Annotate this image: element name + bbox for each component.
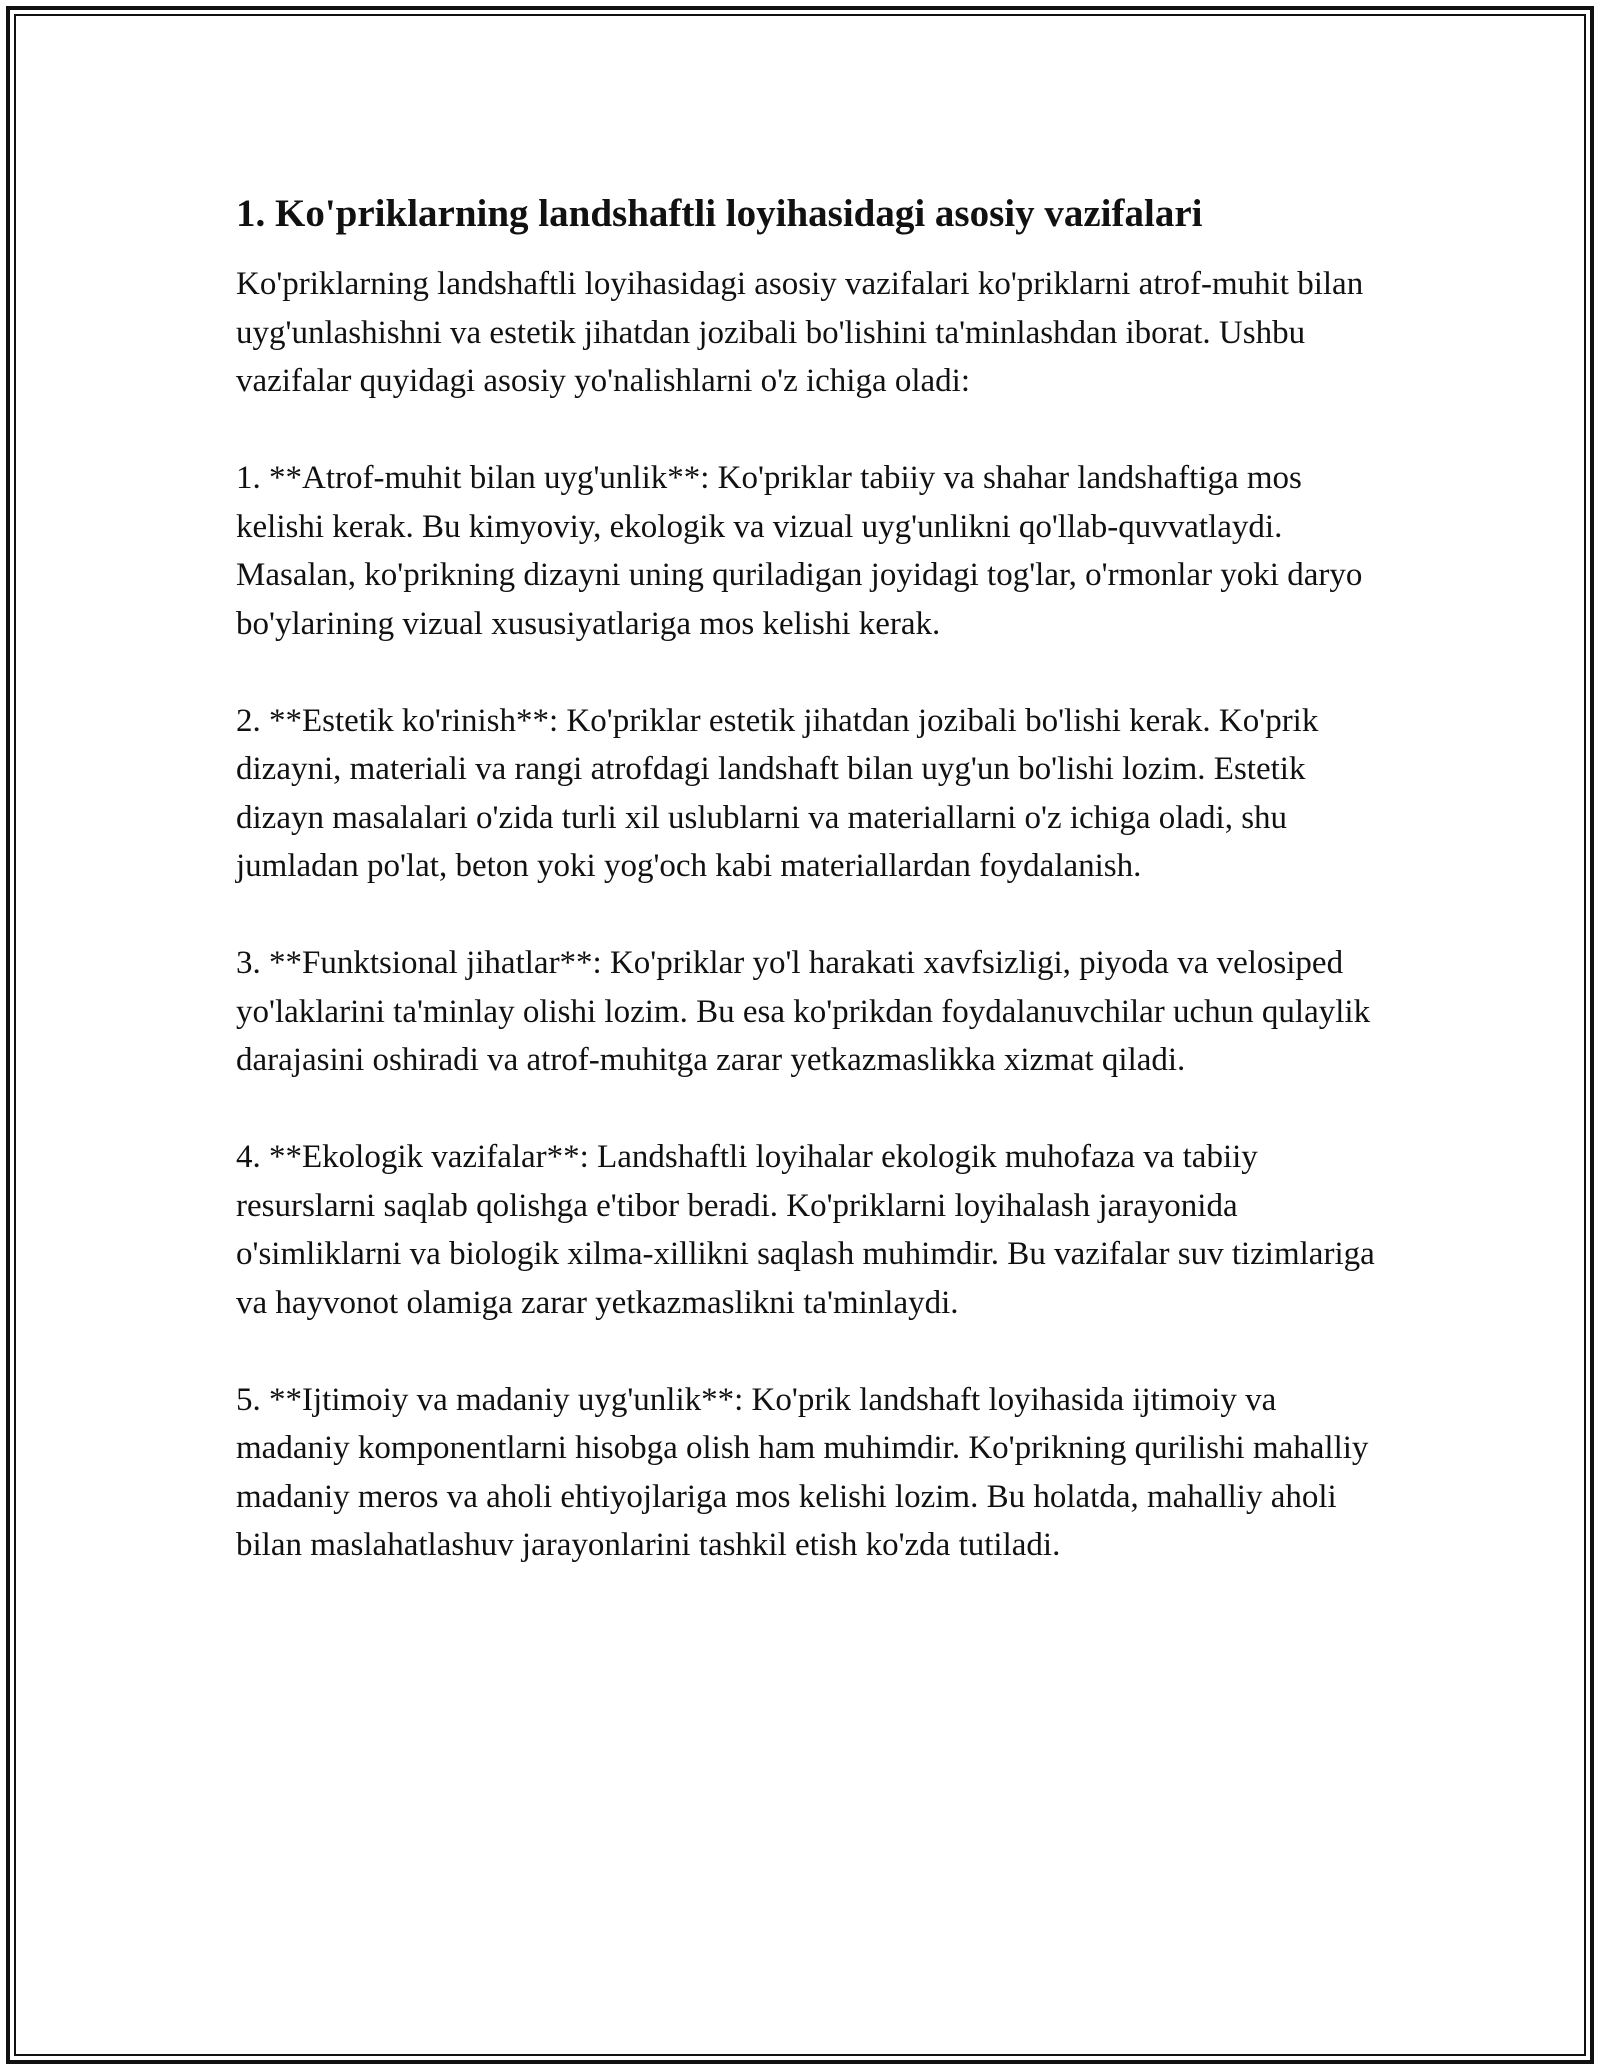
list-item-5-paragraph: 5. **Ijtimoiy va madaniy uyg'unlik**: Ko'prik landshaft loyihasida ijtimoiy va madaniy komponentlarni hisobga olish ham muhimdir. Ko'prikning qurilishi mahalliy madaniy meros va aholi ehtiyojlariga mos kelishi lozim. Bu holatda, mahalliy aholi bilan maslahatlashuv jarayonlarini tashkil etish ko'zda tutiladi. [236,1381,1369,1563]
document-body [236,188,1376,1618]
list-item-4-paragraph: 4. **Ekologik vazifalar**: Landshaftli loyihalar ekologik muhofaza va tabiiy resurslarni saqlab qolishga e'tibor beradi. Ko'priklarni loyihalash jarayonida o'simliklarni va biologik xilma-xillikni saqlash muhimdir. Bu vazifalar suv tizimlariga va hayvonot olamiga zarar yetkazmaslikni ta'minlaydi. [236,1139,1375,1321]
intro-paragraph: Ko'priklarning landshaftli loyihasidagi asosiy vazifalari ko'priklarni atrof-muhit bilan uyg'unlashishni va estetik jihatdan jozibali bo'lishini ta'minlashdan iborat. Ushbu vazifalar quyidagi asosiy yo'nalishlarni o'z ichiga oladi: [236,266,1364,399]
section-heading: 1. Ko'priklarning landshaftli loyihasidagi asosiy vazifalari [236,192,1203,235]
list-item-3-paragraph: 3. **Funktsional jihatlar**: Ko'priklar yo'l harakati xavfsizligi, piyoda va velosiped yo'laklarini ta'minlay olishi lozim. Bu esa ko'prikdan foydalanuvchilar uchun qulaylik darajasini oshiradi va atrof-muhitga zarar yetkazmaslikka xizmat qiladi. [236,945,1371,1078]
list-item-1-paragraph: 1. **Atrof-muhit bilan uyg'unlik**: Ko'priklar tabiiy va shahar landshaftiga mos kelishi kerak. Bu kimyoviy, ekologik va vizual uyg'unlikni qo'llab-quvvatlaydi. Masalan, ko'prikning dizayni uning quriladigan joyidagi tog'lar, o'rmonlar yoki daryo bo'ylarining vizual xususiyatlariga mos kelishi kerak. [236,460,1363,642]
list-item-2-paragraph: 2. **Estetik ko'rinish**: Ko'priklar estetik jihatdan jozibali bo'lishi kerak. Ko'prik dizayni, materiali va rangi atrofdagi landshaft bilan uyg'un bo'lishi lozim. Estetik dizayn masalalari o'zida turli xil uslublarni va materiallarni o'z ichiga oladi, shu jumladan po'lat, beton yoki yog'och kabi materiallardan foydalanish. [236,702,1319,884]
